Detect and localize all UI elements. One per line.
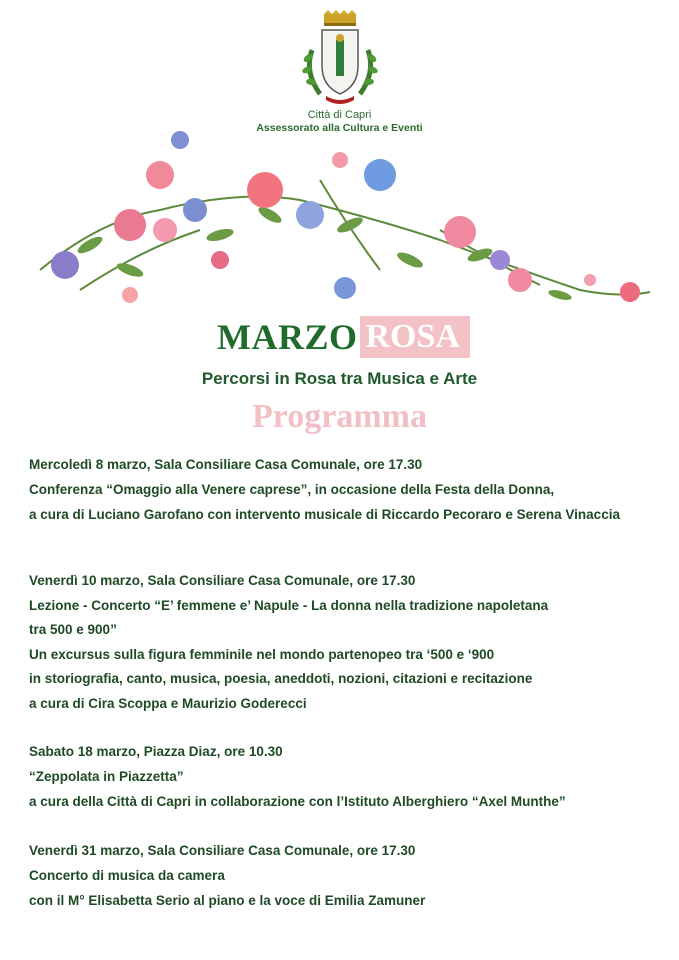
event-4-line-1: Concerto di musica da camera — [29, 868, 225, 883]
event-1-line-2: a cura di Luciano Garofano con intervento musicale di Riccardo Pecoraro e Serena Vinaccia — [29, 507, 620, 522]
event-2-when-where: Venerdì 10 marzo, Sala Consiliare Casa Comunale, ore 17.30 — [29, 573, 416, 588]
city-crest-logo — [298, 10, 382, 106]
flower-garland-illustration — [20, 120, 660, 320]
event-2-line-3: Un excursus sulla figura femminile nel mondo partenopeo tra ‘500 e ‘900 — [29, 647, 495, 662]
event-3-when-where: Sabato 18 marzo, Piazza Diaz, ore 10.30 — [29, 744, 283, 759]
event-2-line-2: tra 500 e 900” — [29, 622, 117, 637]
title-rosa: ROSA — [360, 316, 470, 358]
event-4-when-where: Venerdì 31 marzo, Sala Consiliare Casa Comunale, ore 17.30 — [29, 843, 416, 858]
city-name: Città di Capri — [307, 109, 372, 121]
title-marzo: MARZO — [217, 317, 358, 357]
event-2-line-5: a cura di Cira Scoppa e Maurizio Goderecci — [29, 696, 307, 711]
event-2-line-4: in storiografia, canto, musica, poesia, aneddoti, nozioni, citazioni e recitazione — [29, 671, 533, 686]
event-1-when-where: Mercoledì 8 marzo, Sala Consiliare Casa Comunale, ore 17.30 — [29, 457, 423, 472]
event-3-line-2: a cura della Città di Capri in collaborazione con l’Istituto Alberghiero “Axel Munthe” — [29, 794, 566, 809]
programma-heading: Programma — [252, 398, 427, 435]
event-2-line-1: Lezione - Concerto “E’ femmene e’ Napule - La donna nella tradizione napoletana — [29, 598, 549, 613]
event-4-line-2: con il M° Elisabetta Serio al piano e la voce di Emilia Zamuner — [29, 893, 426, 908]
event-title — [217, 314, 470, 360]
event-1-line-1: Conferenza “Omaggio alla Venere caprese”, in occasione della Festa della Donna, — [29, 482, 555, 497]
event-subtitle: Percorsi in Rosa tra Musica e Arte — [201, 369, 478, 388]
event-3-line-1: “Zeppolata in Piazzetta” — [29, 769, 184, 784]
department-name: Assessorato alla Cultura e Eventi — [256, 122, 423, 134]
